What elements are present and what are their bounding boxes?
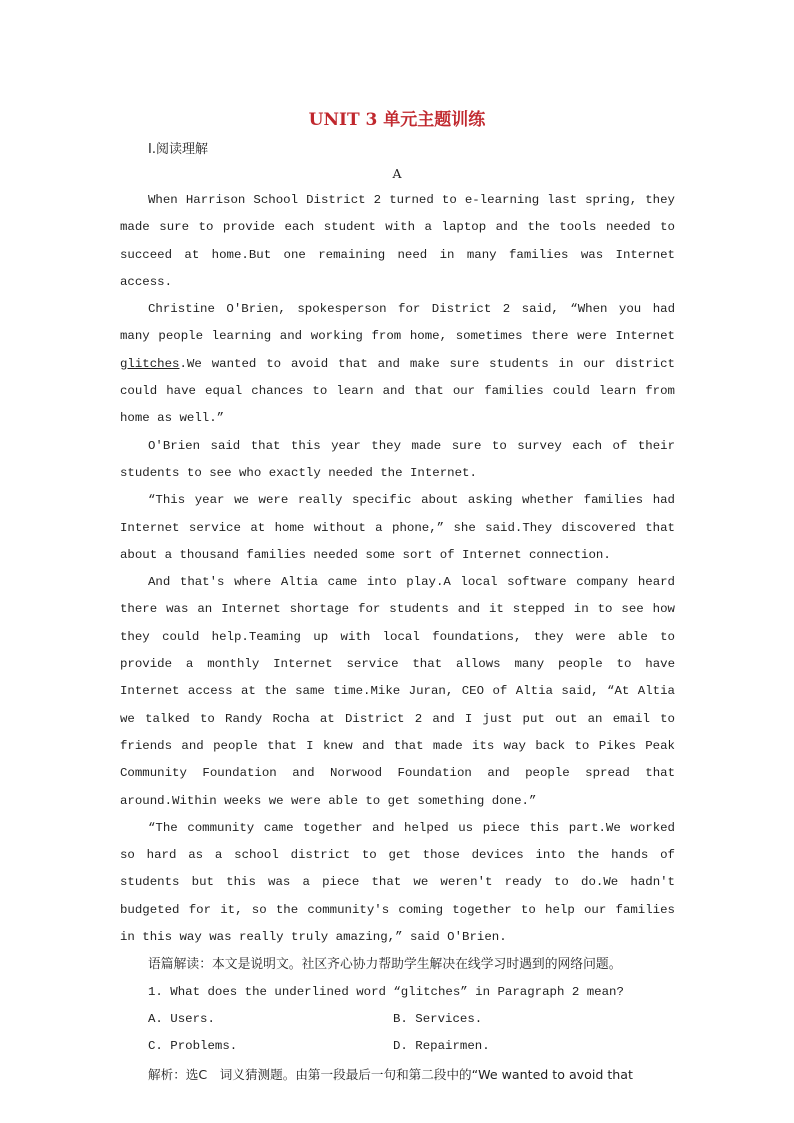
- page-title: UNIT 3 单元主题训练: [308, 110, 486, 130]
- options-row-2: [148, 1033, 675, 1060]
- option-a: A. Users.: [148, 1011, 215, 1026]
- question-stem: 1. What does the underlined word “glitches” in Paragraph 2 mean?: [148, 984, 624, 999]
- option-d: D. Repairmen.: [393, 1039, 490, 1054]
- paragraph-1: When Harrison School District 2 turned to e-learning last spring, they made sure to provide each student with a laptop and the tools needed to succeed at home.But one remaining need in many families was Internet access.: [120, 193, 675, 289]
- paragraph-2-part-2: .We wanted to avoid that and make sure students in our district could have equal chances to learn and that our families could learn from home as well.”: [120, 356, 675, 426]
- section-heading: Ⅰ.阅读理解: [148, 142, 208, 157]
- option-b: B. Services.: [393, 1011, 483, 1026]
- paragraph-5: And that's where Altia came into play.A local software company heard there was an Internet shortage for students and it stepped in to see how they could help.Teaming up with local foundations, they were able to provide a monthly Internet service that allows many people to have Internet access at the same time.Mike Juran, CEO of Altia said, “At Altia we talked to Randy Rocha at District 2 and I just put out an email to friends and people that I knew and that made its way back to Pikes Peak Community Foundation and Norwood Foundation and people spread that around.Within weeks we were able to get something done.”: [120, 575, 675, 808]
- options-row-1: [148, 1006, 675, 1033]
- passage-label: A: [392, 166, 402, 181]
- question-block: [120, 951, 675, 1087]
- paragraph-2-part-1: Christine O'Brien, spokesperson for District 2 said, “When you had many people learning and working from home, sometimes there were Internet: [120, 302, 675, 344]
- paragraph-4: “This year we were really specific about asking whether families had Internet service at home without a phone,” she said.They discovered that about a thousand families needed some sort of Internet connection.: [120, 493, 675, 562]
- underlined-word: glitches: [120, 356, 180, 371]
- analysis-text: 解析：选C 词义猜测题。由第一段最后一句和第二段中的“We wanted to avoid that: [148, 1066, 633, 1082]
- passage-body: [120, 187, 675, 1088]
- paragraph-3: O'Brien said that this year they made sure to survey each of their students to see who exactly needed the Internet.: [120, 438, 675, 480]
- option-c: C. Problems.: [148, 1039, 238, 1054]
- paragraph-6: “The community came together and helped us piece this part.We worked so hard as a school district to get those devices into the hands of students but this was a piece that we weren't ready to do.We hadn't budgeted for it, so the community's coming together to help our families in this way was really truly amazing,” said O'Brien.: [120, 820, 675, 945]
- summary-text: 语篇解读：本文是说明文。社区齐心协力帮助学生解决在线学习时遇到的网络问题。: [148, 957, 622, 973]
- paragraph-2: [120, 296, 675, 432]
